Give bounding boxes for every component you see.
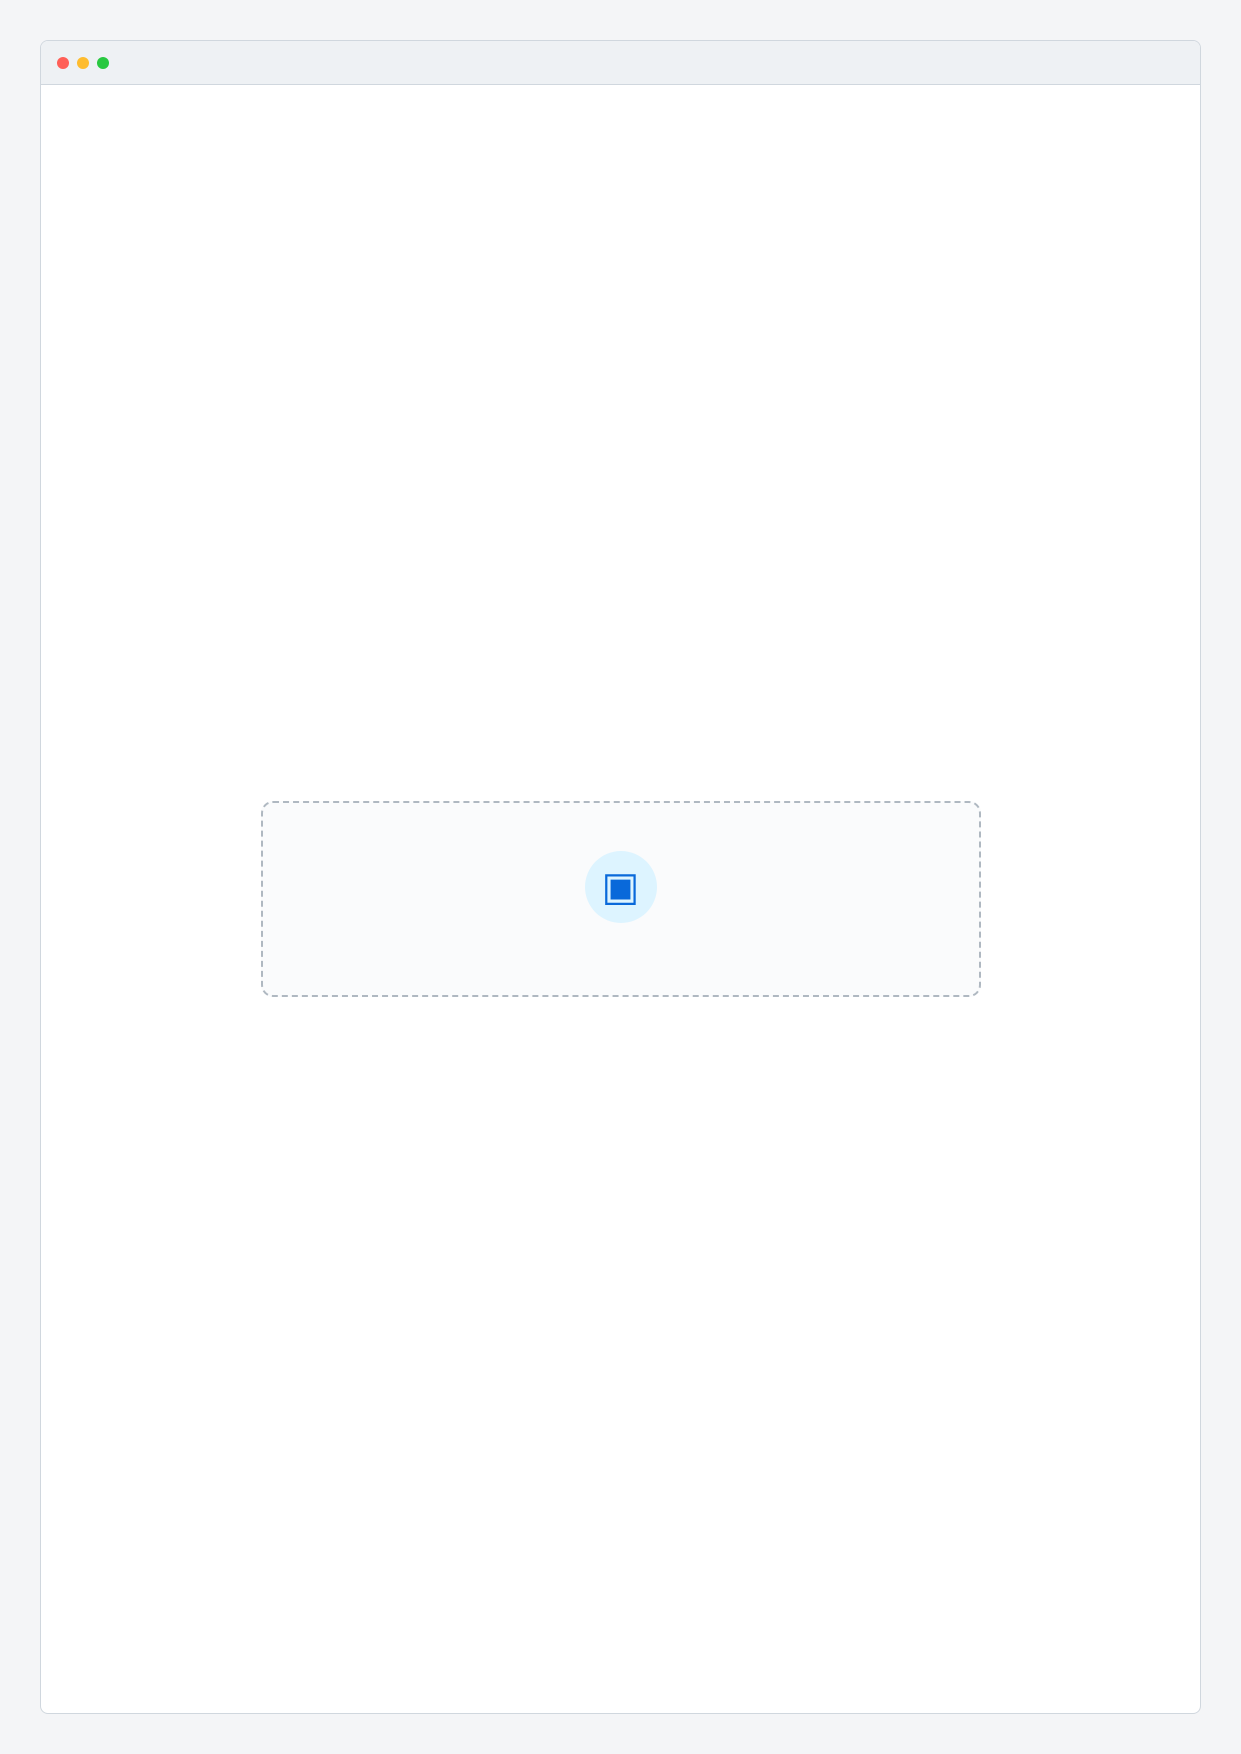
minimize-icon[interactable] <box>77 57 89 69</box>
app-window <box>40 40 1201 1714</box>
image-icon: ▣ <box>585 851 657 923</box>
placeholder-panel <box>261 801 981 997</box>
maximize-icon[interactable] <box>97 57 109 69</box>
window-controls <box>57 57 109 69</box>
close-icon[interactable] <box>57 57 69 69</box>
main-content <box>41 85 1200 1713</box>
title-bar <box>41 41 1200 85</box>
